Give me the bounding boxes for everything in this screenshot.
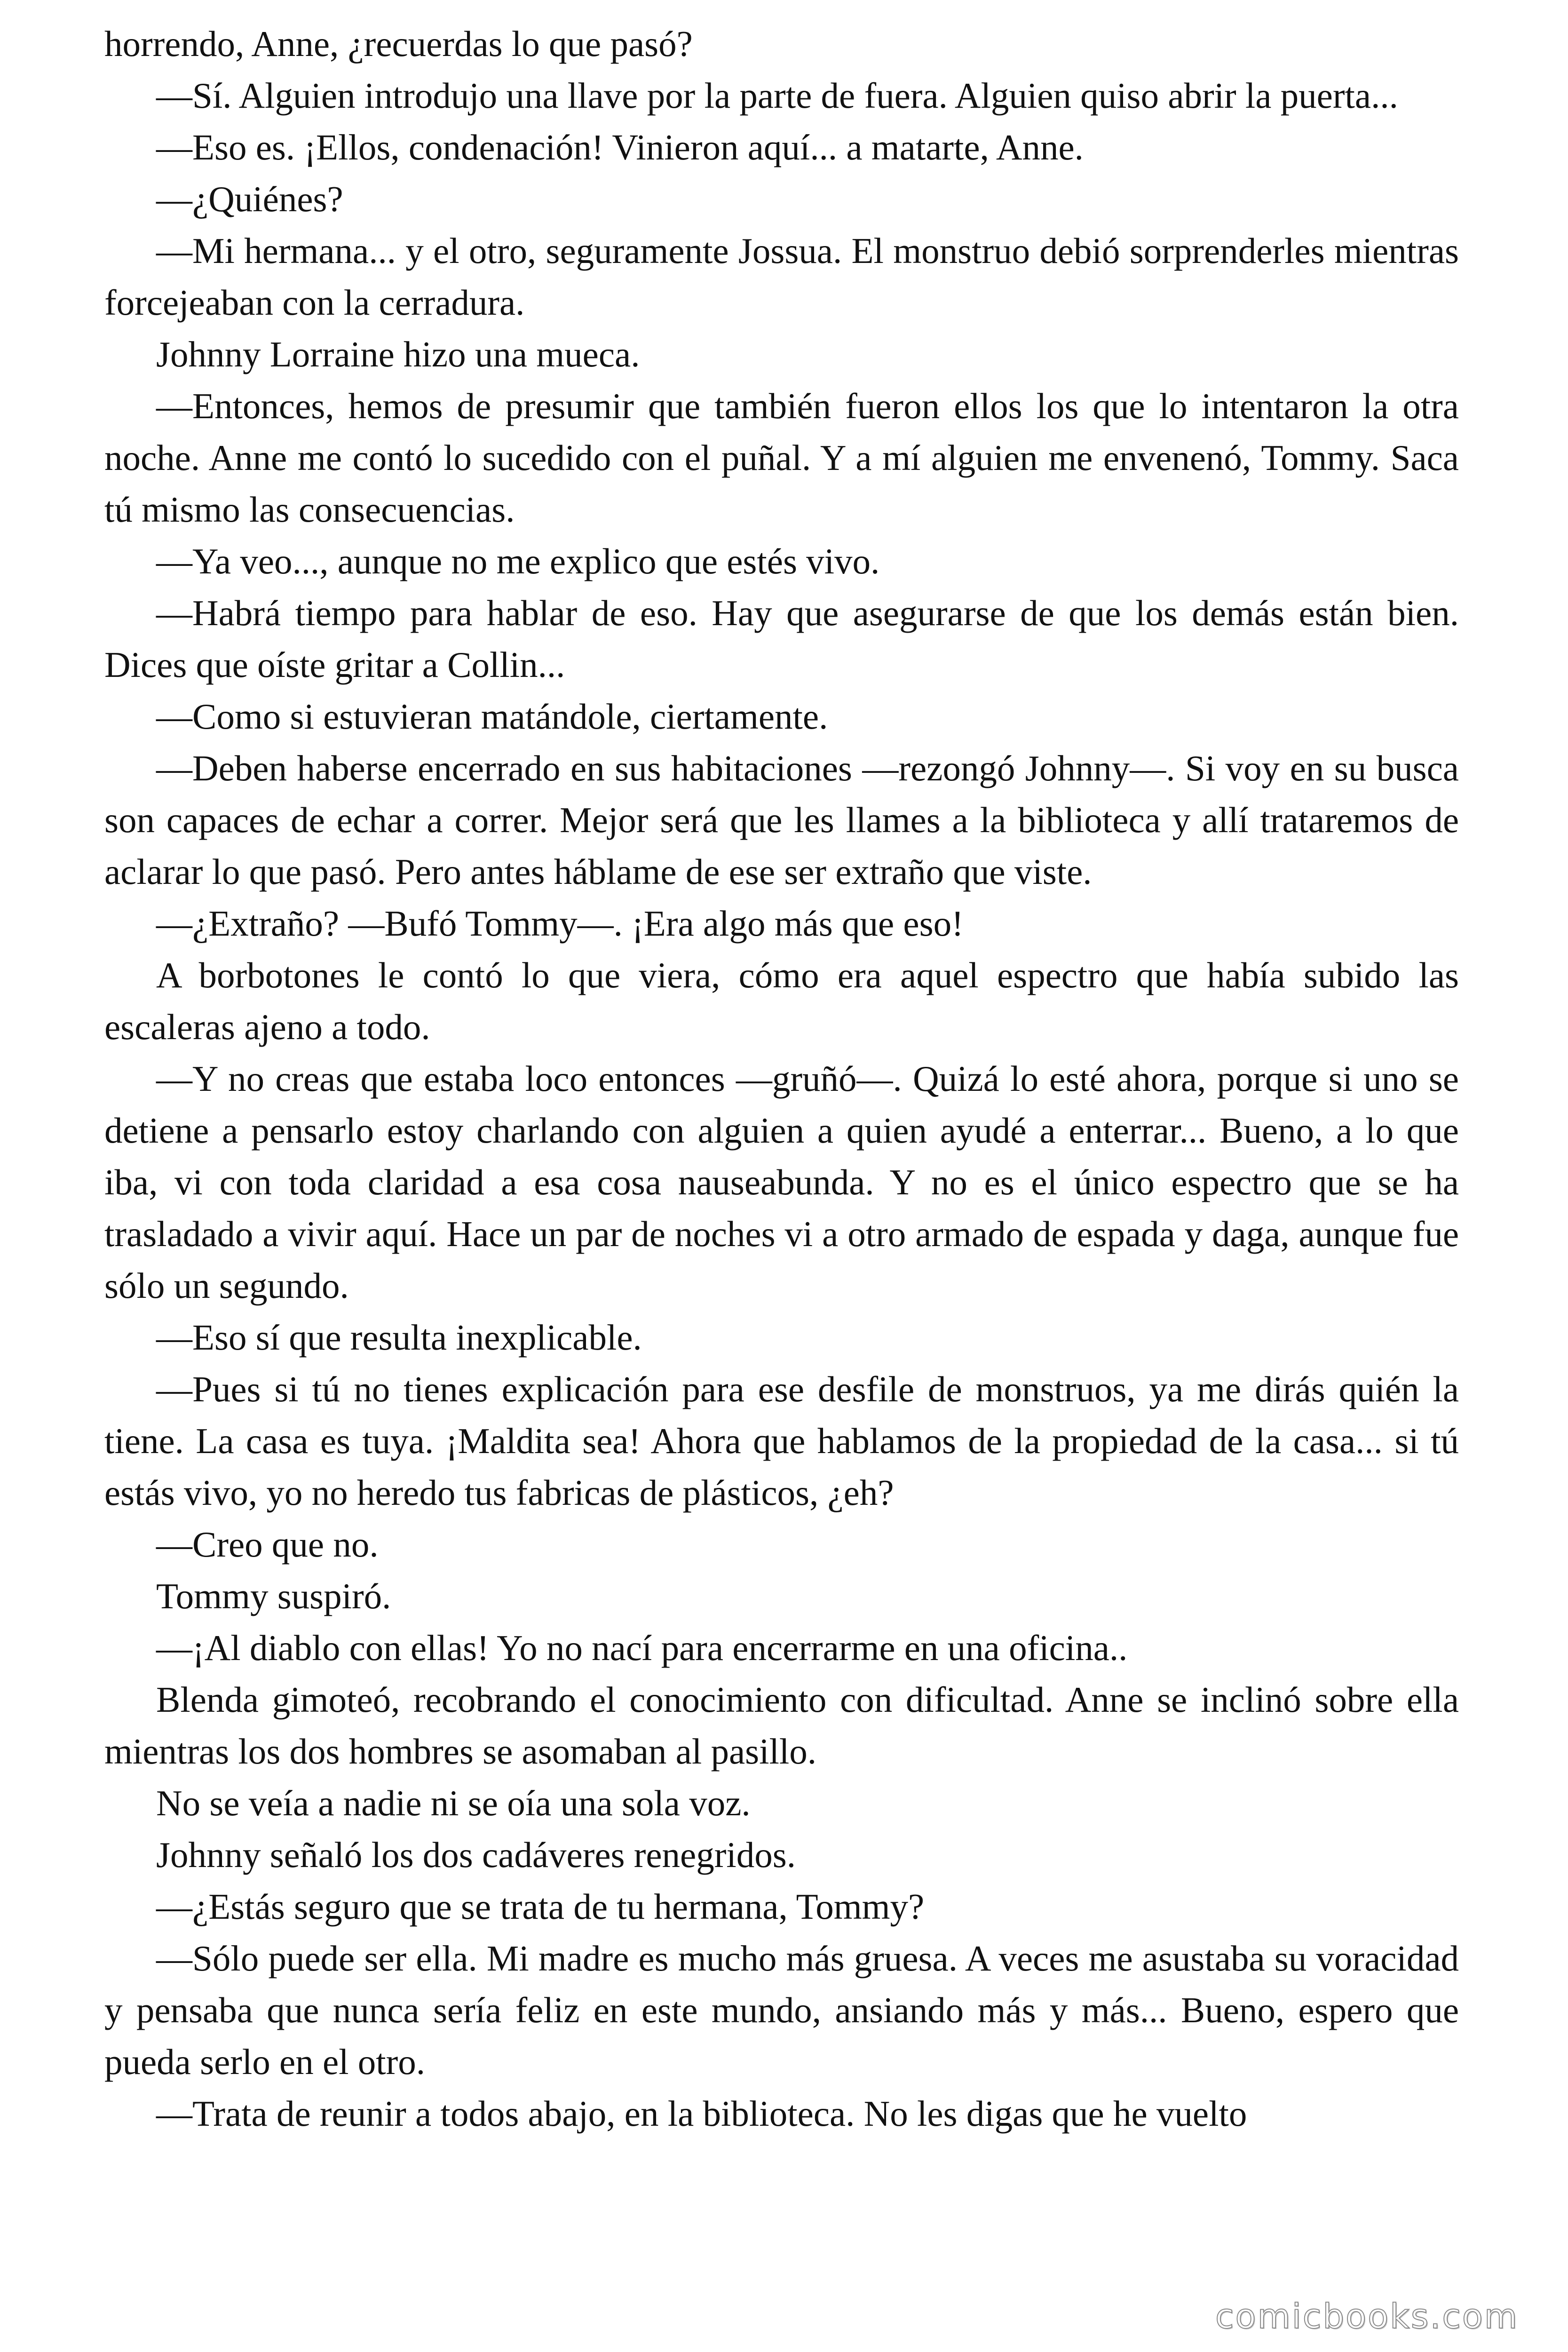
paragraph: —Habrá tiempo para hablar de eso. Hay que asegurarse de que los demás están bien. Dices que oíste gritar a Collin... xyxy=(104,593,1459,685)
paragraph: No se veía a nadie ni se oía una sola voz. xyxy=(156,1783,751,1823)
paragraph: Johnny señaló los dos cadáveres renegridos. xyxy=(156,1835,796,1875)
paragraph: —¿Quiénes? xyxy=(156,179,343,219)
paragraph: —Y no creas que estaba loco entonces —gruñó—. Quizá lo esté ahora, porque si uno se detiene a pensarlo estoy charlando con alguien a quien ayudé a enterrar... Bueno, a lo que iba, vi con toda claridad a esa cosa nauseabunda. Y no es el único espectro que se ha trasladado a vivir aquí. Hace un par de noches vi a otro armado de espada y daga, aunque fue sólo un segundo. xyxy=(104,1058,1459,1306)
paragraph: —Ya veo..., aunque no me explico que estés vivo. xyxy=(156,541,880,581)
paragraph: —¿Extraño? —Bufó Tommy—. ¡Era algo más que eso! xyxy=(156,903,964,944)
paragraph: Blenda gimoteó, recobrando el conocimiento con dificultad. Anne se inclinó sobre ella mientras los dos hombres se asomaban al pasillo. xyxy=(104,1679,1459,1772)
paragraph: —Pues si tú no tienes explicación para ese desfile de monstruos, ya me dirás quién la tiene. La casa es tuya. ¡Maldita sea! Ahora que hablamos de la propiedad de la casa... si tú estás vivo, yo no heredo tus fabricas de plásticos, ¿eh? xyxy=(104,1369,1459,1513)
body-text xyxy=(104,18,1459,2139)
paragraph: horrendo, Anne, ¿recuerdas lo que pasó? xyxy=(104,24,693,64)
paragraph: —Eso sí que resulta inexplicable. xyxy=(156,1317,642,1358)
watermark-text: comicbooks.com xyxy=(1215,2296,1519,2336)
paragraph: —Sí. Alguien introdujo una llave por la parte de fuera. Alguien quiso abrir la puerta... xyxy=(156,75,1398,116)
paragraph: —Creo que no. xyxy=(156,1524,379,1565)
paragraph: —Mi hermana... y el otro, seguramente Jossua. El monstruo debió sorprenderles mientras forcejeaban con la cerradura. xyxy=(104,230,1459,323)
paragraph: —Sólo puede ser ella. Mi madre es mucho más gruesa. A veces me asustaba su voracidad y pensaba que nunca sería feliz en este mundo, ansiando más y más... Bueno, espero que pueda serlo en el otro. xyxy=(104,1938,1459,2082)
paragraph: —Deben haberse encerrado en sus habitaciones —rezongó Johnny—. Si voy en su busca son capaces de echar a correr. Mejor será que les llames a la biblioteca y allí trataremos de aclarar lo que pasó. Pero antes háblame de ese ser extraño que viste. xyxy=(104,748,1459,892)
paragraph: —¡Al diablo con ellas! Yo no nací para encerrarme en una oficina.. xyxy=(156,1628,1128,1668)
paragraph: —Entonces, hemos de presumir que también fueron ellos los que lo intentaron la otra noche. Anne me contó lo sucedido con el puñal. Y a mí alguien me envenenó, Tommy. Saca tú mismo las consecuencias. xyxy=(104,386,1459,530)
paragraph: —Trata de reunir a todos abajo, en la biblioteca. No les digas que he vuelto xyxy=(156,2093,1247,2134)
paragraph: Tommy suspiró. xyxy=(156,1576,391,1616)
paragraph: —Como si estuvieran matándole, ciertamente. xyxy=(156,696,828,737)
paragraph: —Eso es. ¡Ellos, condenación! Vinieron aquí... a matarte, Anne. xyxy=(156,127,1084,167)
paragraph: —¿Estás seguro que se trata de tu hermana, Tommy? xyxy=(156,1886,925,1927)
paragraph: A borbotones le contó lo que viera, cómo era aquel espectro que había subido las escaleras ajeno a todo. xyxy=(104,955,1459,1047)
paragraph: Johnny Lorraine hizo una mueca. xyxy=(156,334,640,374)
